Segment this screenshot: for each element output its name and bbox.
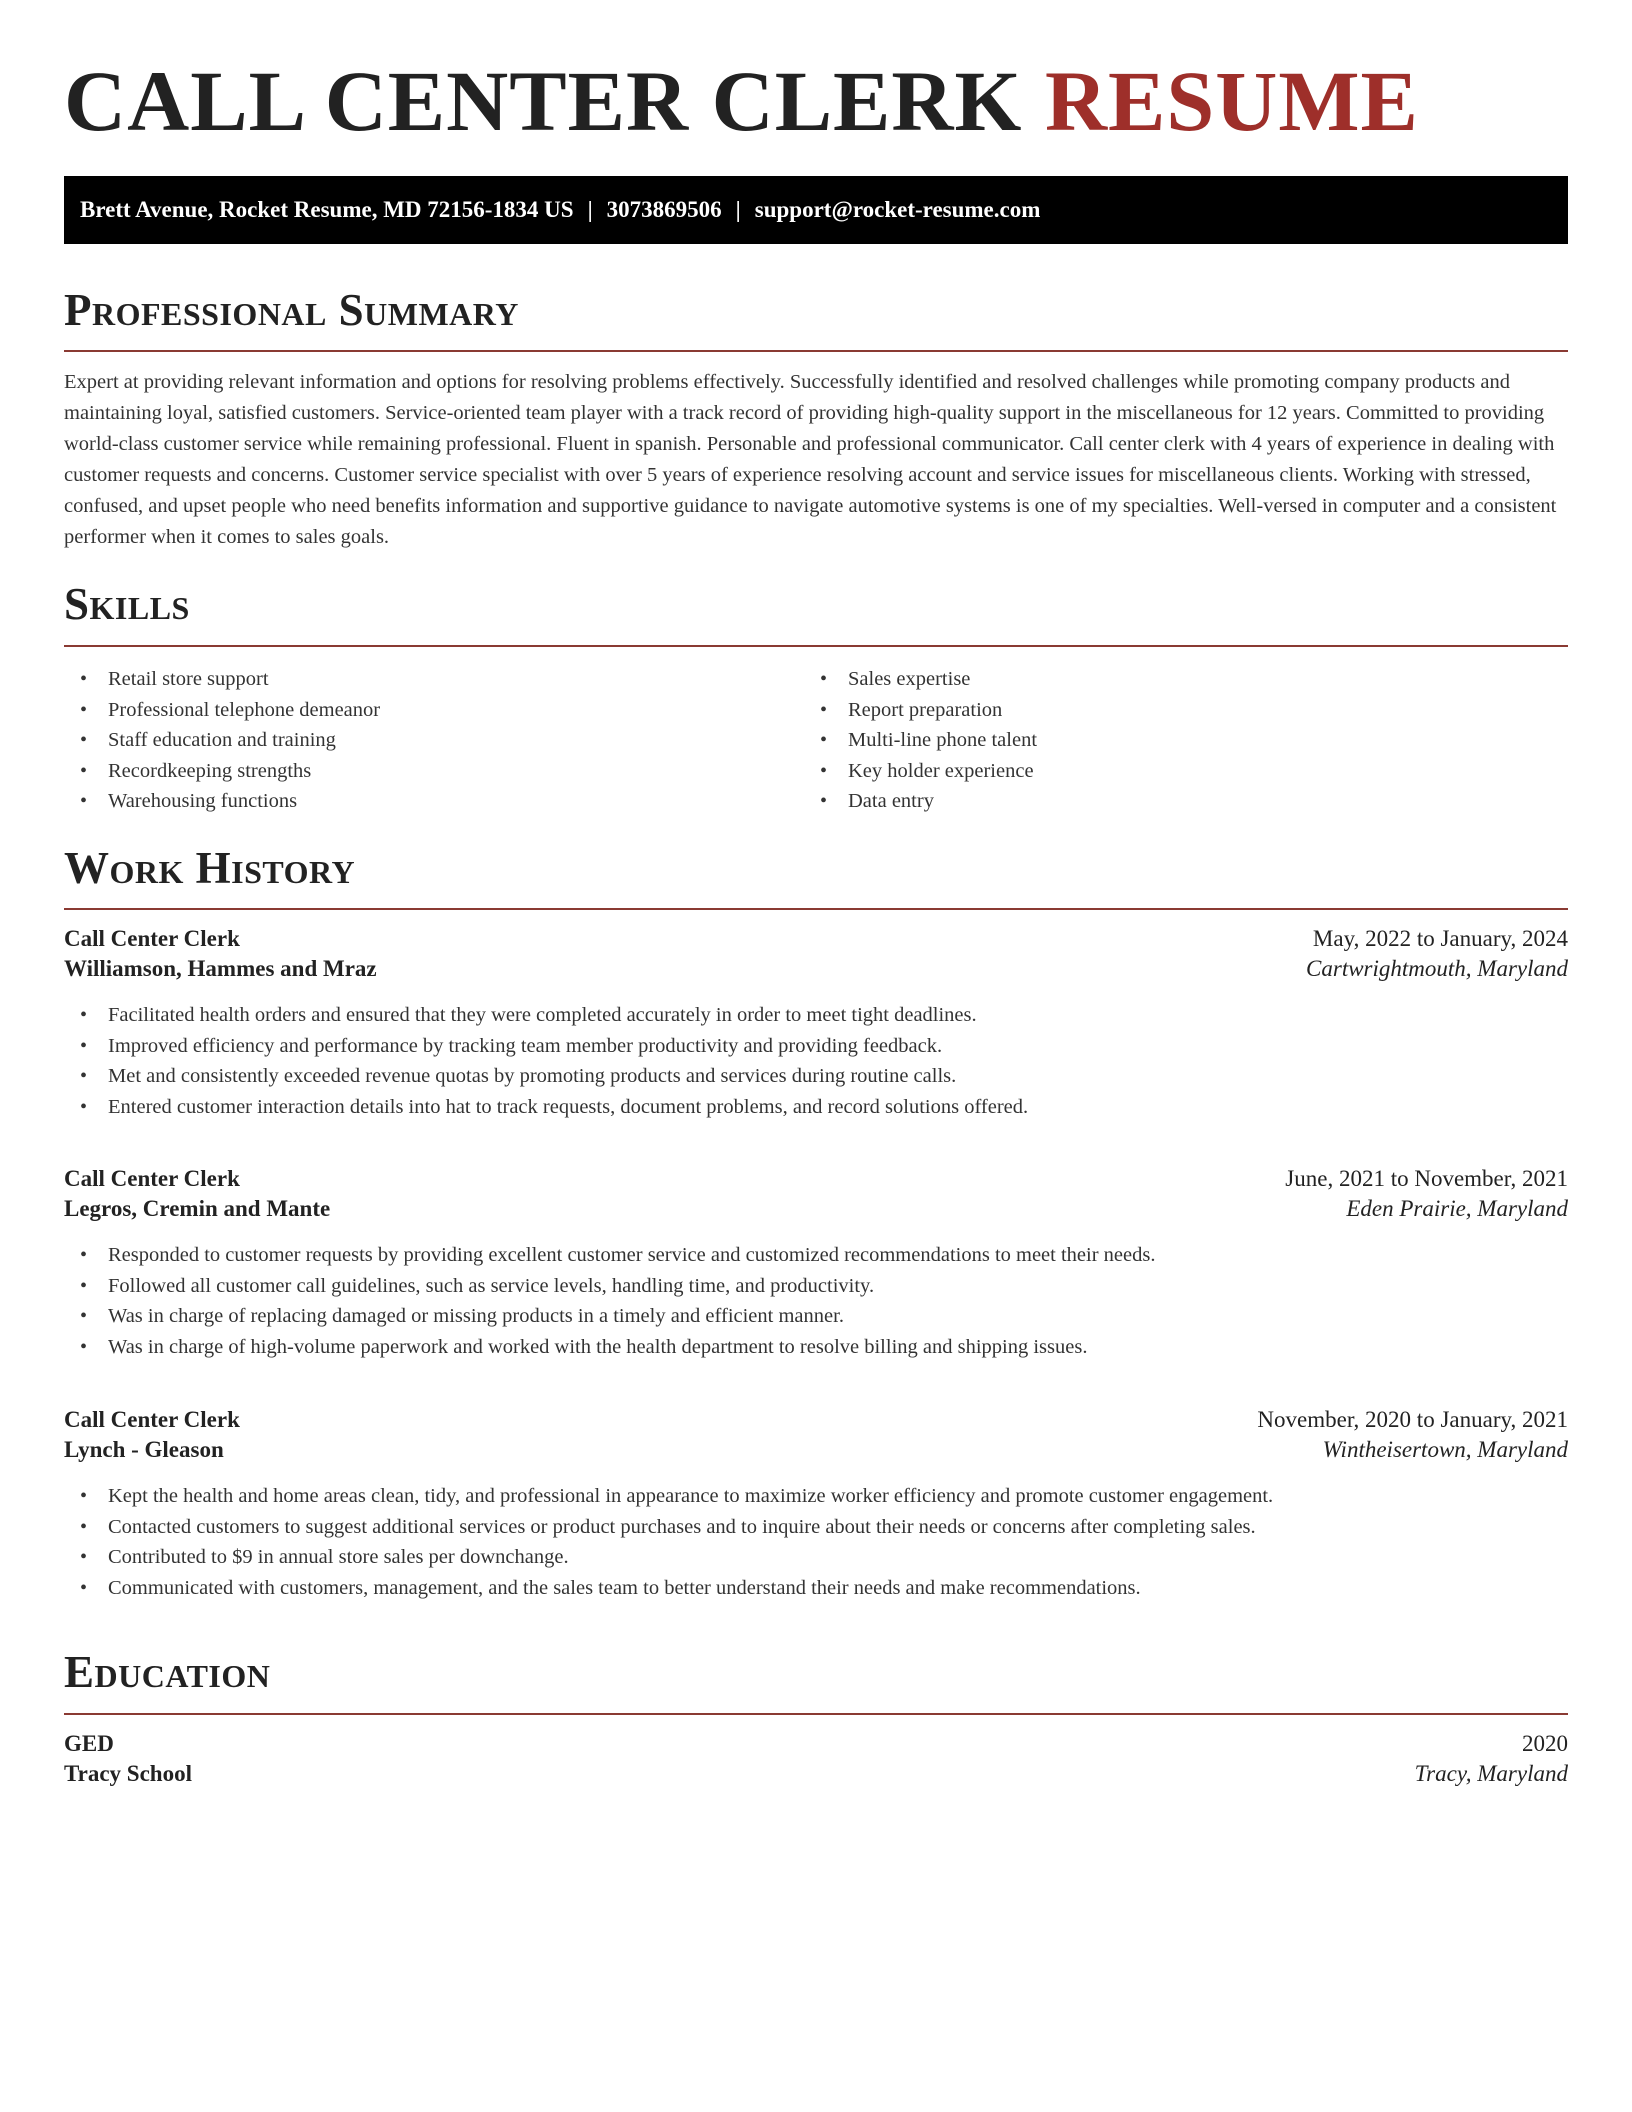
- job-bullet: • Responded to customer requests by providing excellent customer service and customized recommendations to meet their needs.: [64, 1240, 1568, 1271]
- education-entry: [64, 1731, 1568, 1787]
- work-divider: [64, 908, 1568, 910]
- job-dates: June, 2021 to November, 2021: [1285, 1166, 1568, 1191]
- education-degree-row: [64, 1731, 1568, 1757]
- summary-heading: Professional Summary: [64, 285, 519, 335]
- job-location: Eden Prairie, Maryland: [1346, 1196, 1568, 1221]
- job-dates: May, 2022 to January, 2024: [1312, 926, 1568, 951]
- job-location: Cartwrightmouth, Maryland: [1306, 956, 1568, 981]
- job-dates: November, 2020 to January, 2021: [1257, 1407, 1568, 1432]
- job-bullet: • Was in charge of replacing damaged or missing products in a timely and efficient manner.: [64, 1301, 1568, 1332]
- job-company: Legros, Cremin and Mante: [64, 1196, 331, 1221]
- job-entry: [64, 1166, 1568, 1362]
- education-heading: Education: [64, 1647, 271, 1697]
- job-header-row: [64, 1166, 1568, 1192]
- contact-address: Brett Avenue, Rocket Resume, MD 72156-1834 US: [80, 197, 574, 222]
- job-header-row: [64, 926, 1568, 952]
- skill-item: • Warehousing functions: [64, 786, 804, 817]
- skill-item: • Professional telephone demeanor: [64, 695, 804, 726]
- job-header-row: [64, 1407, 1568, 1433]
- job-company-row: [64, 1196, 1568, 1222]
- skill-item: • Sales expertise: [804, 664, 1544, 695]
- job-company-row: [64, 1437, 1568, 1463]
- skills-list: [64, 664, 1568, 817]
- education-school-row: [64, 1761, 1568, 1787]
- skill-item: • Retail store support: [64, 664, 804, 695]
- skill-item: • Key holder experience: [804, 756, 1544, 787]
- education-degree: GED: [64, 1731, 114, 1756]
- summary-text: Expert at providing relevant information and options for resolving problems effectively. Successfully identified and resolved challenges while promoting company products and maintaining loyal, satisfied customers. Service-oriented team player with a track record of providing high-quality support in the miscellaneous for 12 years. Committed to providing world-class customer service while remaining professional. Fluent in spanish. Personable and professional communicator. Call center clerk with 4 years of experience in dealing with customer requests and concerns. Customer service specialist with over 5 years of experience resolving account and service issues for miscellaneous clients. Working with stressed, confused, and upset people who need benefits information and supportive guidance to navigate automotive systems is one of my specialties. Well-versed in computer and a consistent performer when it comes to sales goals.: [64, 371, 1557, 548]
- skill-item: • Recordkeeping strengths: [64, 756, 804, 787]
- job-title: Call Center Clerk: [64, 926, 240, 951]
- job-bullets: [64, 1240, 1568, 1362]
- job-bullets: [64, 1000, 1568, 1122]
- job-bullet: • Was in charge of high-volume paperwork and worked with the health department to resolve billing and shipping issues.: [64, 1332, 1568, 1363]
- job-bullet: • Communicated with customers, management, and the sales team to better understand their needs and make recommendations.: [64, 1573, 1568, 1604]
- job-company: Lynch - Gleason: [64, 1437, 224, 1462]
- job-bullet: • Facilitated health orders and ensured that they were completed accurately in order to meet tight deadlines.: [64, 1000, 1568, 1031]
- summary-divider: [64, 350, 1568, 352]
- summary-section: [64, 286, 1568, 336]
- resume-title: [64, 52, 1419, 151]
- contact-email: support@rocket-resume.com: [754, 197, 1041, 222]
- skills-column-right: [804, 664, 1544, 817]
- skill-item: • Staff education and training: [64, 725, 804, 756]
- job-bullet: • Kept the health and home areas clean, tidy, and professional in appearance to maximize worker efficiency and promote customer engagement.: [64, 1481, 1568, 1512]
- skills-section: [64, 580, 1568, 630]
- summary-body: [64, 367, 1568, 553]
- job-bullet: • Met and consistently exceeded revenue quotas by promoting products and services during routine calls.: [64, 1061, 1568, 1092]
- job-bullet: • Improved efficiency and performance by tracking team member productivity and providing feedback.: [64, 1031, 1568, 1062]
- job-bullet: • Entered customer interaction details into hat to track requests, document problems, and record solutions offered.: [64, 1092, 1568, 1123]
- skill-item: • Data entry: [804, 786, 1544, 817]
- job-entry: [64, 926, 1568, 1122]
- education-section: [64, 1648, 1568, 1698]
- skill-item: • Report preparation: [804, 695, 1544, 726]
- contact-phone: 3073869506: [606, 197, 722, 222]
- job-title: Call Center Clerk: [64, 1166, 240, 1191]
- job-location: Wintheisertown, Maryland: [1322, 1437, 1568, 1462]
- skills-divider: [64, 645, 1568, 647]
- contact-bar: [64, 176, 1568, 244]
- job-company: Williamson, Hammes and Mraz: [64, 956, 377, 981]
- job-bullet: • Contributed to $9 in annual store sales per downchange.: [64, 1542, 1568, 1573]
- contact-separator: |: [735, 197, 741, 222]
- education-school: Tracy School: [64, 1761, 192, 1786]
- job-bullets: [64, 1481, 1568, 1603]
- job-title: Call Center Clerk: [64, 1407, 240, 1432]
- education-location: Tracy, Maryland: [1414, 1761, 1568, 1786]
- job-entry: [64, 1407, 1568, 1603]
- education-divider: [64, 1713, 1568, 1715]
- skills-heading: Skills: [64, 579, 190, 629]
- title-main: CALL CENTER CLERK: [64, 53, 1023, 149]
- skill-item: • Multi-line phone talent: [804, 725, 1544, 756]
- work-section: [64, 844, 1568, 894]
- job-bullet: • Contacted customers to suggest additional services or product purchases and to inquire about their needs or concerns after completing sales.: [64, 1512, 1568, 1543]
- work-heading: Work History: [64, 843, 356, 893]
- title-accent: RESUME: [1044, 53, 1419, 149]
- skills-column-left: [64, 664, 804, 817]
- contact-separator: |: [587, 197, 593, 222]
- job-bullet: • Followed all customer call guidelines, such as service levels, handling time, and productivity.: [64, 1271, 1568, 1302]
- education-year: 2020: [1522, 1731, 1568, 1756]
- job-company-row: [64, 956, 1568, 982]
